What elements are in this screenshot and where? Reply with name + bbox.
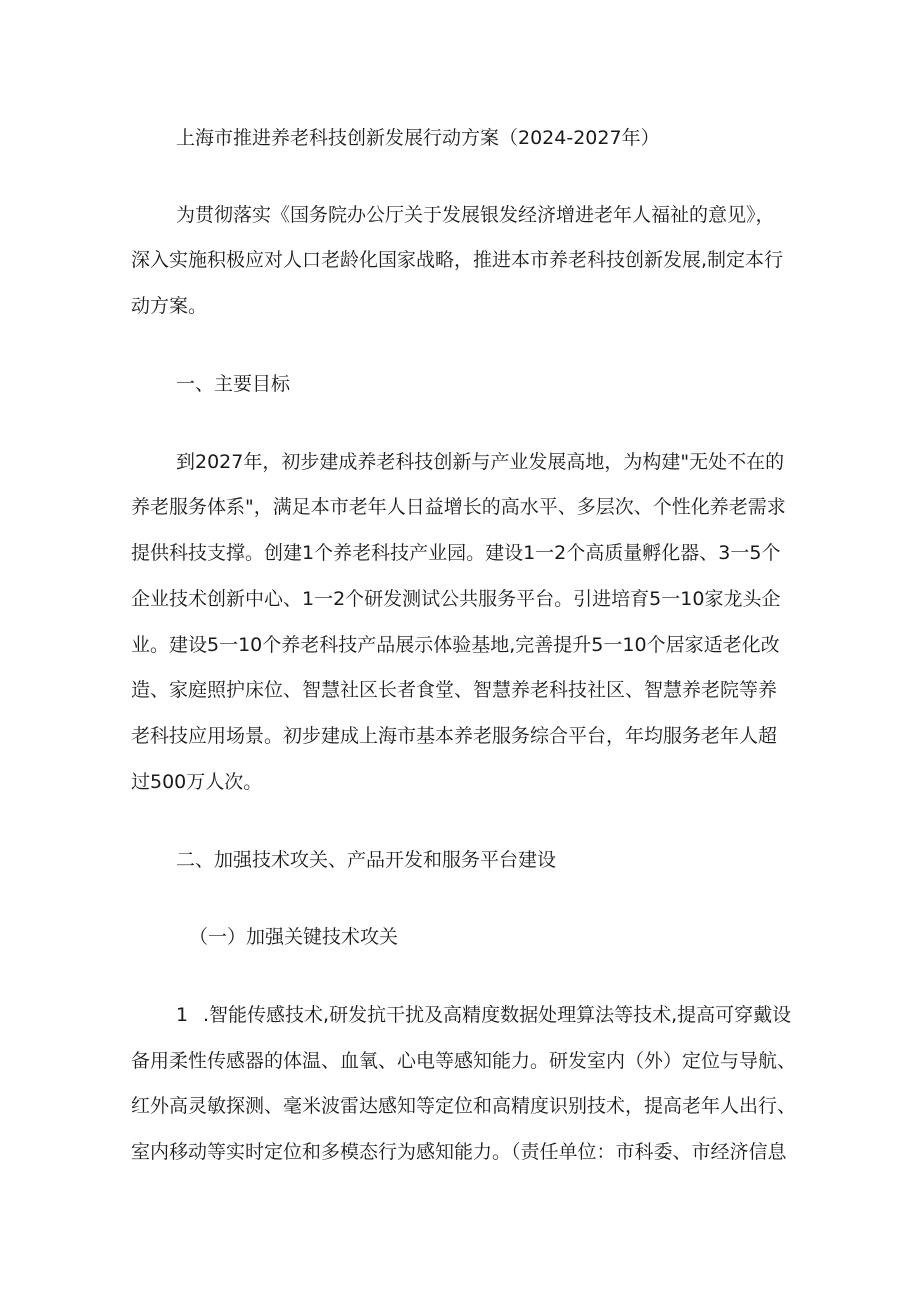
- paragraph-line: 造、家庭照护床位、智慧社区长者食堂、智慧养老科技社区、智慧养老院等养: [131, 679, 778, 701]
- document-title: 上海市推进养老科技创新发展行动方案（2024-2027年）: [176, 127, 660, 149]
- intro-line: 为贯彻落实《国务院办公厅关于发展银发经济增进老年人福祉的意见》，: [176, 204, 775, 226]
- paragraph-line: 室内移动等实时定位和多模态行为感知能力。（责任单位：市科委、市经济信息: [131, 1141, 787, 1163]
- item-number: 1: [176, 1004, 189, 1026]
- section-heading: 二、加强技术攻关、产品开发和服务平台建设: [176, 849, 557, 871]
- paragraph-line: 过500万人次。: [131, 771, 263, 793]
- intro-line: 动方案。: [131, 295, 208, 317]
- paragraph-line: 老科技应用场景。初步建成上海市基本养老服务综合平台，年均服务老年人超: [131, 725, 778, 747]
- intro-line: 深入实施积极应对人口老龄化国家战略，推进本市养老科技创新发展,制定本行: [131, 249, 784, 271]
- paragraph-line: 备用柔性传感器的体温、血氧、心电等感知能力。研发室内（外）定位与导航、: [131, 1050, 797, 1072]
- paragraph-line: 提供科技支撑。创建1个养老科技产业园。建设1一2个高质量孵化器、3一5个: [131, 542, 781, 564]
- section-heading: 一、主要目标: [176, 373, 291, 395]
- paragraph-line: 养老服务体系"，满足本市老年人日益增长的高水平、多层次、个性化养老需求: [131, 496, 786, 518]
- paragraph-line: 业。建设5一10个养老科技产品展示体验基地,完善提升5一10个居家适老化改: [131, 634, 780, 656]
- paragraph-line: 红外高灵敏探测、毫米波雷达感知等定位和高精度识别技术，提高老年人出行、: [131, 1095, 797, 1117]
- paragraph-line: 到2027年，初步建成养老科技创新与产业发展高地，为构建"无处不在的: [176, 451, 785, 473]
- paragraph-line: .智能传感技术,研发抗干扰及高精度数据处理算法等技术,提高可穿戴设: [203, 1004, 792, 1026]
- paragraph-line: 企业技术创新中心、1一2个研发测试公共服务平台。引进培育5一10家龙头企: [131, 588, 781, 610]
- subsection-heading: （一）加强关键技术攻关: [189, 926, 399, 948]
